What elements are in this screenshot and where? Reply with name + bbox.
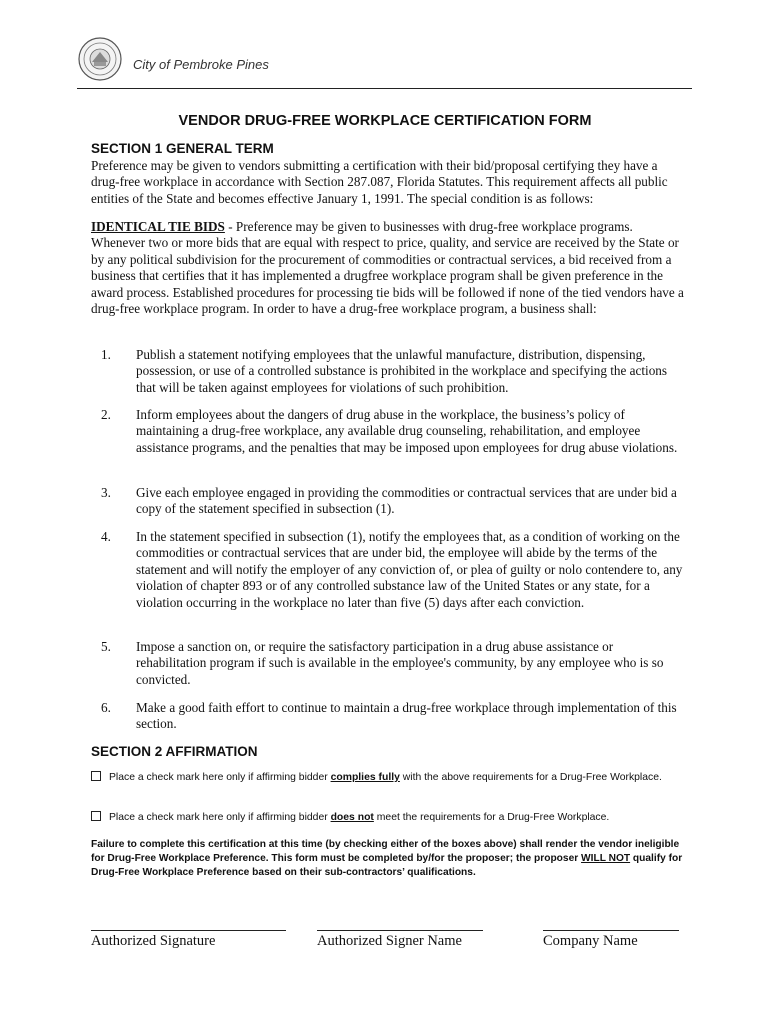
company-name-label: Company Name (543, 933, 638, 949)
list-item-text: Inform employees about the dangers of drug abuse in the workplace, the business’s policy of maintaining a drug-free workplace, any available drug counseling, rehabilitation, and employee assistance programs, and the penalties that may be imposed upon employees for drug abuse violations. (136, 407, 678, 455)
list-item-number: 5. (101, 639, 111, 654)
complies-text-post: with the above requirements for a Drug-Free Workplace. (399, 772, 662, 783)
list-item-number: 2. (101, 407, 111, 422)
does-not-text-emphasis: does not (330, 812, 374, 823)
list-item-number: 4. (101, 529, 111, 544)
warning-text-post: qualify for Drug-Free Workplace Preference based on their sub-contractors’ qualifications. (91, 853, 683, 878)
list-item-text: Make a good faith effort to continue to maintain a drug-free workplace through implementation of this section. (136, 700, 677, 732)
complies-text-pre: Place a check mark here only if affirming bidder (109, 772, 331, 783)
section1-intro: Preference may be given to vendors submitting a certification with their bid/proposal certifying they have a drug-free workplace in accordance with Section 287.087, Florida Statutes. This requirement affects all public entities of the State and becomes effective January 1, 1991. The special condition is as follows: (91, 158, 668, 206)
does-not-text-pre: Place a check mark here only if affirming bidder (109, 812, 331, 823)
affirm-complies-option (91, 771, 691, 785)
list-item-text: In the statement specified in subsection (1), notify the employees that, as a condition of working on the commodities or contractual services that are under bid, the employee will abide by the terms of the statement and will notify the employer of any conviction of, or plea of guilty or nolo contendere to, any violation of chapter 893 or of any controlled substance law of the United States or any state, for a violation occurring in the workplace no later than five (5) days after each conviction. (136, 529, 683, 610)
tie-bids-text: - Preference may be given to businesses with drug-free workplace programs. Whenever two or more bids that are equal with respect to price, quality, and service are received by the State or by any political subdivision for the procurement of commodities or contractual services, a bid received from a business that certifies that it has implemented a drugfree workplace program shall be given preference in the award process. Established procedures for processing tie bids will be followed if none of the tied vendors have a drug-free workplace program. In order to have a drug-free workplace program, a business shall: (91, 219, 684, 317)
list-item-text: Give each employee engaged in providing the commodities or contractual services that are under bid a copy of the statement specified in subsection (1). (136, 485, 677, 517)
complies-text-emphasis: complies fully (330, 772, 400, 783)
signature-label: Authorized Signature (91, 933, 216, 949)
warning-text-emphasis: WILL NOT (581, 853, 631, 864)
list-item-number: 3. (101, 485, 111, 500)
list-item-text: Impose a sanction on, or require the satisfactory participation in a drug abuse assistance or rehabilitation program if such is available in the employee's community, by any employee who is so convicted. (136, 639, 664, 687)
signature-line[interactable] (91, 930, 286, 931)
list-item-text: Publish a statement notifying employees that the unlawful manufacture, distribution, dispensing, possession, or use of a controlled substance is prohibited in the workplace and specifying the actions that will be taken against employees for violations of such prohibition. (136, 347, 668, 395)
list-item-number: 1. (101, 347, 111, 362)
tie-bids-label: IDENTICAL TIE BIDS (91, 219, 225, 234)
signer-name-line[interactable] (317, 930, 483, 931)
complies-checkbox[interactable] (91, 771, 101, 781)
does-not-text-post: meet the requirements for a Drug-Free Workplace. (373, 812, 610, 823)
page-header (77, 36, 692, 89)
city-seal-icon (77, 36, 123, 82)
list-item-number: 6. (101, 700, 111, 715)
city-name: City of Pembroke Pines (133, 57, 269, 72)
signer-name-label: Authorized Signer Name (317, 933, 462, 949)
warning-text-pre: Failure to complete this certification at this time (by checking either of the boxes above) shall render the vendor ineligible for Drug-Free Workplace Preference. This form must be completed by/for the proposer; the proposer (91, 839, 680, 864)
form-title: VENDOR DRUG-FREE WORKPLACE CERTIFICATION FORM (178, 113, 592, 129)
failure-warning (91, 838, 691, 880)
section2-heading: SECTION 2 AFFIRMATION (91, 744, 258, 759)
tie-bids-paragraph (91, 219, 685, 317)
affirm-does-not-option (91, 811, 691, 825)
company-name-line[interactable] (543, 930, 679, 931)
section1-heading: SECTION 1 GENERAL TERM (91, 141, 274, 156)
does-not-checkbox[interactable] (91, 811, 101, 821)
